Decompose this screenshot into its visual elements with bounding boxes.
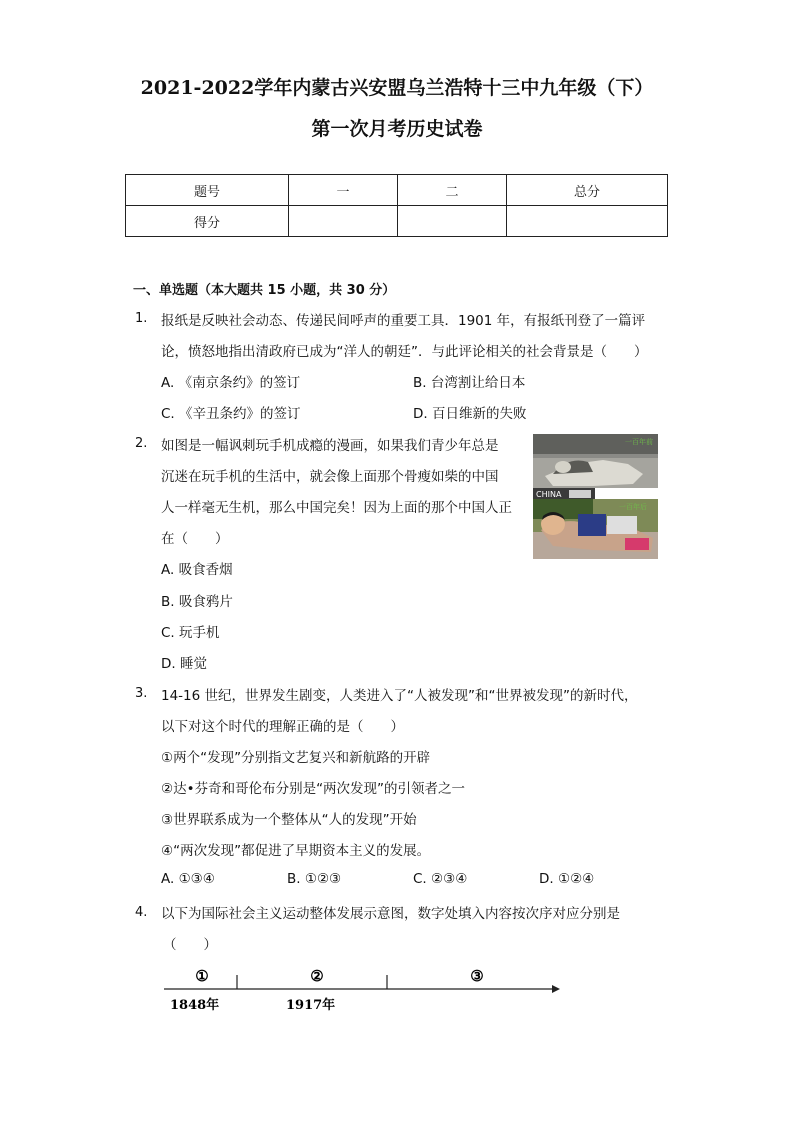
timeline-label: ③: [470, 967, 484, 985]
exam-title-line2: 第一次月考历史试卷: [311, 118, 483, 140]
option-a[interactable]: A. 《南京条约》的签订: [161, 375, 301, 391]
table-row: [126, 175, 668, 206]
table-cell: 题号: [126, 175, 289, 206]
question-text: ④“两次发现”都促进了早期资本主义的发展。: [161, 843, 431, 859]
timeline-year: 1917年: [286, 998, 336, 1013]
question-number: 2.: [135, 436, 148, 451]
question-text: （ ）: [163, 937, 217, 953]
table-row: [126, 206, 668, 237]
question-number: 1.: [135, 311, 148, 326]
cartoon-bottom-label: 一百年后: [619, 503, 647, 511]
table-cell[interactable]: [507, 206, 668, 237]
option-a[interactable]: A. ①③④: [161, 871, 215, 887]
score-table: [125, 174, 668, 237]
question-text: 人一样毫无生机，那么中国完矣！因为上面的那个中国人正: [161, 500, 512, 516]
question-text: 以下对这个时代的理解正确的是（ ）: [161, 719, 404, 735]
option-d[interactable]: D. 百日维新的失败: [413, 406, 527, 422]
timeline-label: ②: [310, 967, 324, 985]
question-text: 报纸是反映社会动态、传递民间呼声的重要工具．1901 年，有报纸刊登了一篇评: [161, 313, 646, 329]
timeline-label: ①: [195, 967, 209, 985]
option-b[interactable]: B. ①②③: [287, 871, 342, 887]
table-cell: 二: [398, 175, 507, 206]
question-text: 在（ ）: [161, 531, 229, 547]
question-text: 论，愤怒地指出清政府已成为“洋人的朝廷”．与此评论相关的社会背景是（ ）: [161, 344, 648, 360]
table-cell: 一: [289, 175, 398, 206]
option-b[interactable]: B. 吸食鸦片: [161, 594, 233, 610]
section-heading: 一、单选题（本大题共 15 小题，共 30 分）: [133, 283, 396, 298]
option-c[interactable]: C. ②③④: [413, 871, 468, 887]
option-c[interactable]: C. 玩手机: [161, 625, 220, 641]
table-cell: 得分: [126, 206, 289, 237]
question-text: 沉迷在玩手机的生活中，就会像上面那个骨瘦如柴的中国: [161, 469, 499, 485]
timeline-year: 1848年: [170, 998, 220, 1013]
option-c[interactable]: C. 《辛丑条约》的签订: [161, 406, 301, 422]
cartoon-image: [533, 434, 658, 559]
exam-title-line1: 2021-2022学年内蒙古兴安盟乌兰浩特十三中九年级（下）: [140, 77, 654, 99]
cartoon-top-label: 一百年前: [625, 438, 653, 446]
option-b[interactable]: B. 台湾割让给日本: [413, 375, 526, 391]
question-text: ①两个“发现”分别指文艺复兴和新航路的开辟: [161, 750, 431, 766]
question-text: 如图是一幅讽刺玩手机成瘾的漫画，如果我们青少年总是: [161, 438, 499, 454]
table-cell[interactable]: [289, 206, 398, 237]
table-cell: 总分: [507, 175, 668, 206]
question-text: 以下为国际社会主义运动整体发展示意图，数字处填入内容按次序对应分别是: [161, 906, 620, 922]
timeline-diagram: [160, 965, 562, 1015]
question-text: 14-16 世纪，世界发生剧变，人类进入了“人被发现”和“世界被发现”的新时代，: [161, 688, 638, 704]
question-text: ②达•芬奇和哥伦布分别是“两次发现”的引领者之一: [161, 781, 466, 797]
question-text: ③世界联系成为一个整体从“人的发现”开始: [161, 812, 417, 828]
question-number: 4.: [135, 905, 148, 920]
option-a[interactable]: A. 吸食香烟: [161, 562, 233, 578]
table-cell[interactable]: [398, 206, 507, 237]
option-d[interactable]: D. ①②④: [539, 871, 595, 887]
option-d[interactable]: D. 睡觉: [161, 656, 207, 672]
arrow-icon: [552, 985, 560, 993]
cartoon-sign-label: CHINA: [536, 490, 562, 499]
question-number: 3.: [135, 686, 148, 701]
